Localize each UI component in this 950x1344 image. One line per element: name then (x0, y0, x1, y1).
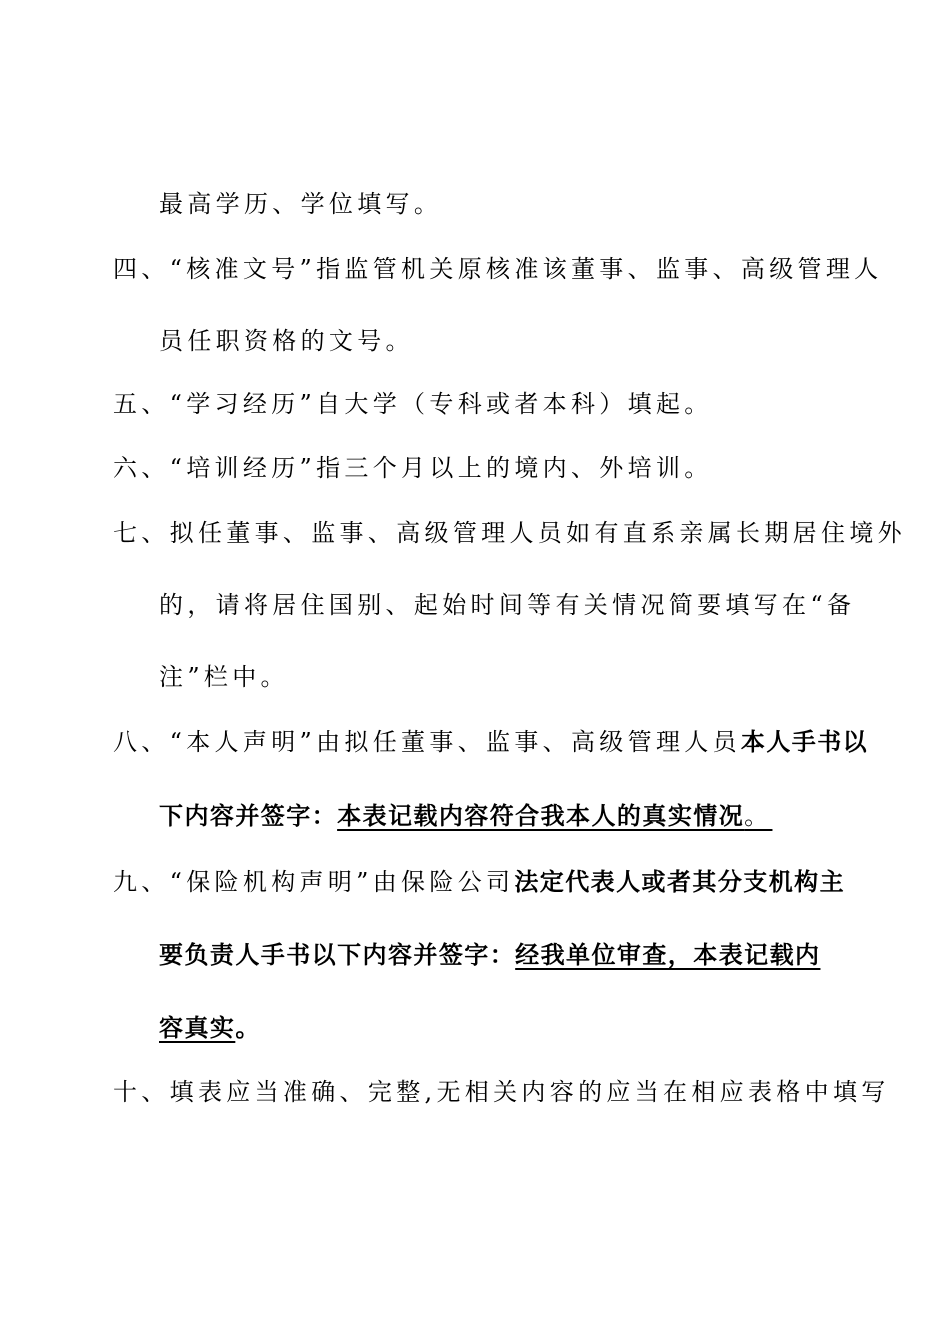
line-text: 七、拟任董事、监事、高级管理人员如有直系亲属长期居住境外 (113, 519, 906, 547)
item-four-line-1 (113, 253, 883, 285)
line-text: 五、“学习经历”自大学（专科或者本科）填起。 (113, 390, 713, 418)
item-seven-line-3 (159, 661, 289, 693)
item-eight-line-2 (159, 800, 772, 832)
line-text: 十、填表应当准确、完整,无相关内容的应当在相应表格中填写 (113, 1078, 890, 1106)
line-text: 九、“保险机构声明”由保险公司 (113, 868, 515, 896)
bold-text: 要负责人手书以下内容并签字： (159, 940, 516, 969)
line-text: 注”栏中。 (159, 663, 289, 691)
underlined-period: 。 (744, 802, 773, 830)
line-text: 员任职资格的文号。 (159, 327, 414, 355)
underlined-declaration: 容真实 (159, 1013, 236, 1042)
item-seven-line-1 (113, 517, 906, 549)
item-four-line-2 (159, 325, 414, 357)
item-seven-line-2 (159, 589, 855, 621)
item-ten-line-1 (113, 1076, 890, 1108)
text-line (159, 188, 442, 220)
item-five (113, 388, 713, 420)
line-text: 四、“核准文号”指监管机关原核准该董事、监事、高级管理人 (113, 255, 883, 283)
item-eight-line-1 (113, 726, 868, 758)
item-nine-line-1 (113, 866, 845, 898)
line-text: 最高学历、学位填写。 (159, 190, 443, 218)
underlined-declaration: 经我单位审查，本表记载内 (515, 940, 821, 969)
line-text: 六、“培训经历”指三个月以上的境内、外培训。 (113, 454, 713, 482)
item-six (113, 452, 713, 484)
line-text: 八、“本人声明”由拟任董事、监事、高级管理人员 (113, 728, 741, 756)
item-nine-line-3 (159, 1012, 261, 1044)
line-text: 的，请将居住国别、起始时间等有关情况简要填写在“备 (159, 591, 856, 619)
bold-text: 。 (235, 1013, 261, 1042)
item-nine-line-2 (159, 939, 820, 971)
bold-text: 本人手书以 (740, 727, 869, 756)
underlined-declaration: 本表记载内容符合我本人的真实情况 (337, 801, 745, 830)
bold-text: 法定代表人或者其分支机构主 (514, 867, 846, 896)
bold-text: 下内容并签字： (159, 801, 338, 830)
